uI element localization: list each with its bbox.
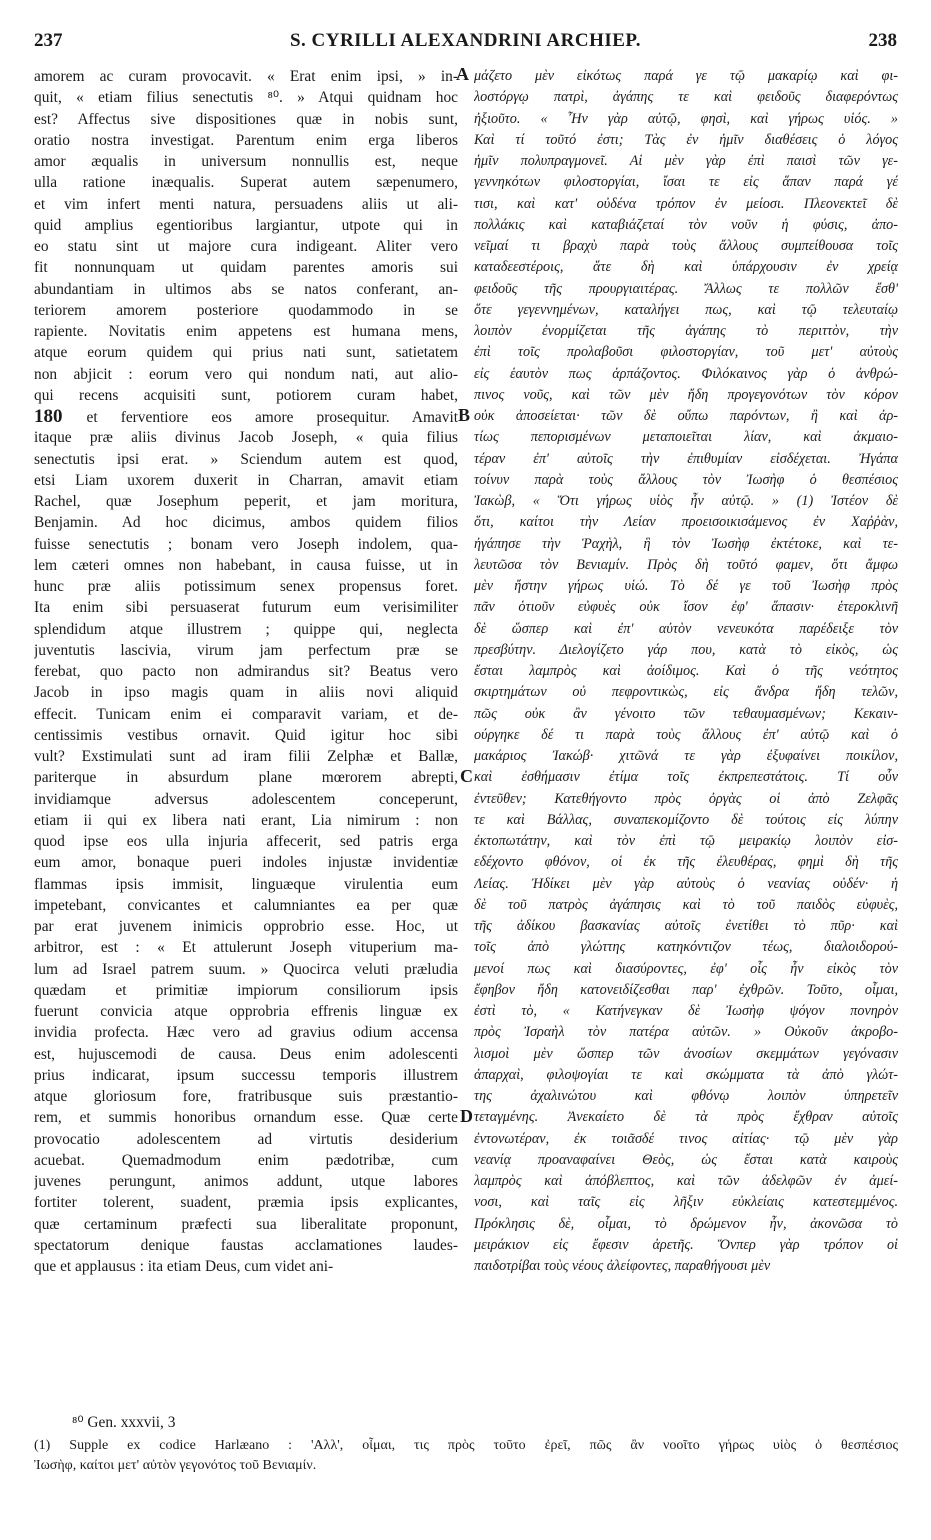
text-line: provocatio adolescentem ad virtutis desiderium (34, 1130, 458, 1148)
text-line: fuisse senectutis ; bonam vero Joseph indolem, qua- (34, 535, 458, 553)
text-line: centissimis vestibus ornavit. Quid igitur hoc sibi (34, 726, 458, 744)
text-line: σκιρτημάτων οὐ πεφροντικὼς, εἰς ἄνδρα ἤδη τελῶν, (474, 684, 898, 701)
text-line: atque eorum quidem qui prius nati sunt, satietatem (34, 344, 458, 362)
text-line: νεῖμαί τι βραχὺ παρὰ τοὺς ἄλλους συμπείθουσα τοῖς (474, 238, 898, 254)
text-line-content: et ferventiore eos amore prosequitur. Amavit (86, 409, 458, 426)
text-line: splendidum atque illustrem ; quippe qui, neglecta (34, 620, 458, 638)
text-line: δὲ τοῦ πατρὸς ἀγάπησις καὶ τὸ τοῦ παιδὸς εὐφυὲς, (474, 896, 898, 913)
text-line: par erat juvenem inimicis opprobrio esse. Hoc, ut (34, 918, 458, 935)
text-line: λισμοὶ μὲν ὥσπερ τῶν ἀνοσίων σκεμμάτων γεγόνασιν (474, 1045, 898, 1062)
text-line: μειράκιον εἰς ἔφεσιν ἀρετῆς. Ὅνπερ γὰρ τρόπον οἱ (474, 1236, 898, 1253)
text-line: πρεσβύτην. Διελογίζετο γάρ που, κατὰ τὸ εἰκὸς, ὡς (474, 641, 898, 658)
text-line: spectatorum denique faustas acclamationes laudes- (34, 1236, 458, 1254)
text-line: τισι, καὶ κατ' οὐδένα τρόπον ἐν μείοσι. Πλεονεκτεῖ δὲ (474, 195, 898, 212)
text-line: amorem ac curam provocavit. « Erat enim ipsi, » in- (34, 68, 458, 85)
text-line: λευτῶσα τὸν Βενιαμίν. Πρὸς δὴ τοῦτό φαμεν, ὅτι ἄμφω (474, 556, 898, 573)
text-line: ferebat, quo pacto non admirandus sit? Beatus vero (34, 663, 458, 680)
text-line: ἐστὶ τὸ, « Κατήνεγκαν δὲ Ἰωσὴφ ψόγον πονηρὸν (474, 1003, 898, 1019)
margin-marker-a: A (456, 64, 469, 84)
text-line: τίως πεπορισμένων μεταποιεῖται λίαν, καὶ ἀκμαιο- (474, 429, 898, 446)
text-line: μάζετο μὲν εἰκότως παρά γε τῷ μακαρίῳ καὶ φι- (474, 68, 898, 84)
text-line: ἐντεῦθεν; Κατεθήγοντο πρὸς ὀργὰς οἱ ἀπὸ Ζελφᾶς (474, 790, 898, 807)
text-line: ἠξιοῦτο. « Ἦν γὰρ αὐτῷ, φησὶ, καὶ γήρως υἱός. » (474, 110, 898, 127)
text-line: ulla ratione inæqualis. Superat autem sæpenumero, (34, 174, 458, 192)
text-line: της ἀχαλινώτου καὶ φθόνῳ λοιπὸν ὑπηρετεῖν (474, 1088, 898, 1104)
text-line: Λείας. Ἠδίκει μὲν γὰρ αὐτοὺς ὁ νεανίας οὐδέν· ἡ (474, 875, 898, 892)
text-line: τῆς ἀδίκου βασκανίας αὐτοῖς ἐνετίθει τὸ πῦρ· καὶ (474, 918, 898, 934)
text-line: invidia profecta. Hæc vero ad gravius odium accensa (34, 1024, 458, 1042)
text-line: fuerunt convicia atque opprobria effrenis linguæ ex (34, 1003, 458, 1020)
text-line: quid amplius egentioribus largiantur, utpote qui in (34, 216, 458, 234)
text-line: rapiente. Novitatis enim appetens est humana mens, (34, 323, 458, 340)
greek-column (474, 66, 898, 1277)
text-line: fortiter tolerent, suadent, præmia ipsis explicantes, (34, 1194, 458, 1212)
text-line: μακάριος Ἰακώβ· χιτῶνά τε γὰρ ἐξυφαίνει ποικίλον, (474, 748, 898, 764)
column-number: 180 (34, 406, 87, 427)
text-line: atque gloriosum fore, fratribusque suis præstantio- (34, 1088, 458, 1105)
text-line: ἐντονωτέραν, ἐκ τοιᾶσδέ τινος αἰτίας· τῷ μὲν γὰρ (474, 1130, 898, 1147)
text-line: καταδεεστέροις, ἅτε δὴ καὶ ὑπάρχουσιν ἐν χρείᾳ (474, 259, 898, 276)
text-line: etiam ii qui ex libera nati erant, Lia nimirum : non (34, 811, 458, 829)
margin-marker-d: D (460, 1106, 473, 1126)
text-line: invidiamque adversus adolescentem conceperunt, (34, 790, 458, 808)
text-line: itaque præ aliis divinus Jacob Joseph, « quia filius (34, 429, 458, 447)
text-line: τε καὶ Βάλλας, συναπεκομίζοντο δὲ τούτοις εἰς λύπην (474, 811, 898, 828)
text-line: abundantiam in ultimos abs se natos conferant, an- (34, 280, 458, 298)
text-line: eo statu sint ut majore cura indigeant. Aliter vero (34, 238, 458, 255)
text-line: juventutis lascivia, virum jam perfectum præ se (34, 641, 458, 659)
text-line: καὶ ἐσθήμασιν ἐτίμα τοῖς ἐκπρεπεστάτοις. Τί οὖν (474, 769, 898, 786)
text-line: ἀπαρχαὶ, φιλοψογίαι τε καὶ σκώμματα τὰ ἀπὸ γλώτ- (474, 1066, 898, 1083)
text-line: flammas ipsis immisit, linguæque virulentia eum (34, 875, 458, 893)
text-line: Rachel, quæ Josephum peperit, et jam moritura, (34, 493, 458, 510)
text-line: Καὶ τί τοῦτό ἐστι; Τὰς ἐν ἡμῖν διαθέσεις ὁ λόγος (474, 131, 898, 148)
text-line: νεανίᾳ προαναφαίνει Θεὸς, ὡς ἔσται κατὰ καιροὺς (474, 1151, 898, 1168)
text-line: quædam et primitiæ impiorum consiliorum ipsis (34, 981, 458, 999)
text-line: λαμπρὸς καὶ ἀπόβλεπτος, καὶ τῶν ἀδελφῶν ἐν ἀμεί- (474, 1173, 898, 1189)
text-line: Πρόκλησις δὲ, οἶμαι, τὸ δρώμενον ἦν, ἀκονῶσα τὸ (474, 1215, 898, 1232)
page-header (34, 30, 897, 62)
text-line: νοσι, καὶ ταῖς εἰς λῆξιν εὐκλείαις κατεστεμμένος. (474, 1194, 898, 1211)
text-line: Ita enim sibi persuaserat futurum eum verisimiliter (34, 599, 458, 617)
text-line: λοστόργῳ πατρὶ, ἀγάπης τε καὶ φειδοῦς διαφερόντως (474, 89, 898, 106)
text-line: δὲ ὥσπερ καὶ ἐπ' αὐτὸν νενευκότα παρέδειξε τὸν (474, 620, 898, 637)
text-line: ὅτε γεγεννημένων, καταλήγει πως, καὶ τῷ τελευταίῳ (474, 301, 898, 318)
latin-footnote: ⁸⁰ Gen. xxxvii, 3 (72, 1414, 176, 1431)
text-line: hunc præ aliis potissimum senex propensus foret. (34, 578, 458, 595)
text-line: πῶς οὐκ ἂν γένοιτο τῶν τεθαυμασμένων; Κεκαιν- (474, 705, 898, 722)
text-line: rem, et summis honoribus ornandum esse. Quæ certe (34, 1109, 458, 1127)
margin-marker-c: C (460, 766, 473, 786)
text-line: acuebat. Quemadmodum enim pædotribæ, cum (34, 1151, 458, 1169)
text-line: prius indicarat, ipsum successu temporis illustrem (34, 1066, 458, 1084)
text-line: est, hujuscemodi de causa. Deus enim adolescenti (34, 1045, 458, 1063)
text-line: μὲν ἤστην γήρως υἱώ. Τὸ δέ γε τοῦ Ἰωσὴφ πρὸς (474, 578, 898, 594)
text-line: ἔφηβον ἤδη κατονειδίζεσθαι παρ' ἐχθρῶν. Τοῦτο, οἶμαι, (474, 981, 898, 998)
text-line: oratio nostra investigat. Parentum enim erga liberos (34, 131, 458, 149)
text-line: qui recens acquisiti sunt, potiorem curam habet, (34, 386, 458, 404)
text-line: τοῖς ἀπὸ γλώττης κατηκόντιζον τέως, διαλοιδορού- (474, 939, 898, 956)
text-line: vult? Exstimulati sunt ad iram filii Zelphæ et Ballæ, (34, 748, 458, 765)
text-line: juvenes perungunt, animos addunt, utque labores (34, 1173, 458, 1190)
text-line: φειδοῦς τῆς προυργιαιτέρας. Ἄλλως τε πολλῶν ἔσθ' (474, 280, 898, 297)
text-line: εδέχοντο φθόνον, οἱ ἐκ τῆς ἐλευθέρας, φημὶ δὴ τῆς (474, 854, 898, 871)
text-line: non abjicit : eorum vero qui nondum nati, aut alio- (34, 365, 458, 383)
margin-marker-b: B (458, 405, 471, 425)
text-line: πρὸς Ἰσραὴλ τὸν πατέρα αὐτῶν. » Οὐκοῦν ἀκροβο- (474, 1024, 898, 1041)
text-line: λοιπὸν ἐνορμίζεται τῆς ἀγάπης τὸ περιττὸν, τὴν (474, 323, 898, 339)
text-line: οὐκ ἀποσείεται· τῶν δὲ οὔπω παρόντων, ἢ καὶ ἀρ- (474, 408, 898, 424)
text-line: παιδοτρίβαι τοὺς νέους ἀλείφοντες, παραθήγουσι μὲν (474, 1258, 771, 1274)
text-line: ἠγάπησε τὴν Ῥαχὴλ, ἣ τὸν Ἰωσὴφ ἐκτέτοκε, καὶ τε- (474, 535, 898, 552)
text-line: γεννηκότων φιλοστοργίαι, ἴσαι τε εἰς ἅπαν παρά γέ (474, 174, 898, 191)
text-line: eum amor, bonaque pueri indoles injustæ invidentiæ (34, 854, 458, 872)
text-line: etsi Liam uxorem duxerit in Charran, amavit etiam (34, 471, 458, 489)
text-line: τεταγμένης. Ἀνεκαίετο δὲ τὰ πρὸς ἔχθραν αὐτοῖς (474, 1109, 898, 1126)
text-line: τέραν ἐπ' αὐτοῖς τὴν ἐπιθυμίαν εἰσδέχεται. Ἠγάπα (474, 450, 898, 467)
text-line: Benjamin. Ad hoc dicimus, ambos quidem filios (34, 514, 458, 532)
greek-footnote-line: Ἰωσὴφ, καίτοι μετ' αὐτὸν γεγονότος τοῦ Βενιαμίν. (34, 1458, 317, 1473)
text-line: senectutis ipsi erat. » Sciendum autem est quod, (34, 450, 458, 468)
text-line: ούργηκε δέ τι παρὰ τοὺς ἄλλους ἐπ' αὐτῷ καὶ ὁ (474, 726, 898, 743)
text-line: est? Affectus sive dispositiones quæ in nobis sunt, (34, 110, 458, 128)
running-title: S. CYRILLI ALEXANDRINI ARCHIEP. (289, 30, 642, 51)
text-line: quæ certaminum præfecti sua liberalitate proponunt, (34, 1215, 458, 1233)
text-line: que et applausus : ita etiam Deus, cum videt ani- (34, 1258, 334, 1275)
page-number-left: 237 (34, 30, 63, 51)
greek-footnote-line: (1) Supple ex codice Harlæano : 'Αλλ', οἶμαι, τις πρὸς τοῦτο ἐρεῖ, πῶς ἂν νοοῖτο γήρως υἱὸς ὁ θεσπέσιος (34, 1438, 898, 1453)
text-line (34, 406, 458, 427)
text-line: ἐπὶ τοῖς προλαβοῦσι φιλοστοργίαν, τοῦ μετ' αὐτοὺς (474, 344, 898, 361)
greek-footnote (34, 1436, 898, 1476)
text-line: lem cæteri omnes non habebant, in causa fuisse, ut in (34, 556, 458, 574)
text-line: πᾶν ὁτιοῦν εὐφυὲς οὐκ ἴσον ἐφ' ἅπασιν· ἑτεροκλινῆ (474, 599, 898, 616)
text-line: effecit. Tunicam enim ei comparavit variam, et de- (34, 705, 458, 723)
text-line: amor æqualis in universum nonnullis est, neque (34, 153, 458, 170)
text-line: impetebant, convicantes et calumniantes ea per quæ (34, 896, 458, 914)
text-line: Jacob in ipso magis quam in aliis novi aliquid (34, 684, 458, 702)
text-line: fit nonnunquam ut quidam parentes amoris sui (34, 259, 458, 277)
text-line: τοίνυν παρὰ τοὺς ἄλλους τὸν Ἰωσὴφ ὁ θεσπέσιος (474, 471, 898, 488)
text-line: ἐκτοπωτάτην, καὶ τὸν ἐπὶ τῷ μειρακίῳ λοιπὸν εἰσ- (474, 833, 898, 849)
text-line: Ἰακὼβ, « Ὅτι γήρως υἱὸς ἦν αὐτῷ. » (1) Ἰστέον δὲ (474, 493, 898, 509)
text-line: μενοί πως καὶ διασύροντες, ἐφ' οἷς ἦν εἰκὸς τὸν (474, 960, 898, 977)
text-line: ἔσται λαμπρὸς καὶ ἀοίδιμος. Καὶ ὁ τῆς νεότητος (474, 663, 898, 679)
text-line: quit, « etiam filius senectutis ⁸⁰. » Atqui quidnam hoc (34, 89, 458, 107)
text-line: pariterque in absurdum plane mœrorem abrepti, (34, 769, 458, 787)
text-line: ἡμῖν πολυπραγμονεῖ. Αἱ μὲν γὰρ ἐπὶ παισὶ τῶν γε- (474, 153, 898, 169)
text-line: πολλάκις καὶ καταβιάζεταί τὸν νοῦν ἡ φύσις, ἀπο- (474, 216, 898, 233)
text-line: et vim infert menti natura, persuadens aliis ut ali- (34, 195, 458, 213)
text-line: εἰς ἑαυτὸν πως ἁρπάζοντος. Φιλόκαινος γὰρ ὁ ἀνθρώ- (474, 365, 898, 382)
text-line: teriorem amorem posteriore quodammodo in se (34, 301, 458, 319)
text-line: arbitror, est : « Et attulerunt Joseph vituperium ma- (34, 939, 458, 957)
text-line: πινος νοῦς, καὶ τῶν μὲν ἤδη προγεγονότων τὸν κόρον (474, 386, 898, 403)
page-number-right: 238 (868, 30, 897, 51)
latin-column (34, 66, 458, 1277)
text-line: ὅτι, καίτοι τὴν Λείαν προεισοικισάμενος ἐν Χαῤῥὰν, (474, 514, 898, 531)
text-line: lum ad Israel patrem suum. » Quocirca veluti præludia (34, 960, 458, 978)
text-line: quod ipse eos ulla injuria affecerit, sed patris erga (34, 833, 458, 850)
